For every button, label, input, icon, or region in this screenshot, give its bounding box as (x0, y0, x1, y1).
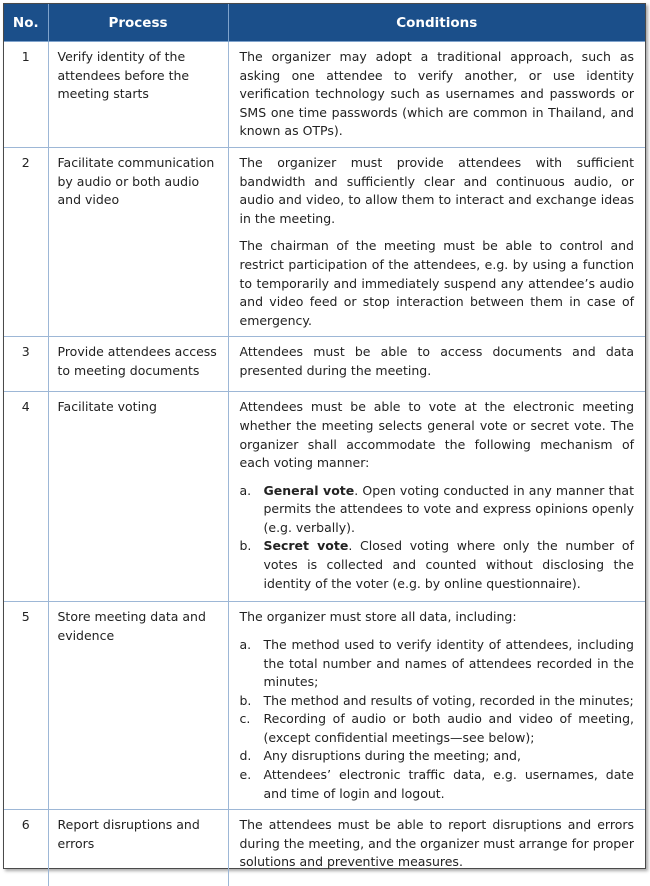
list-item-text: The method used to verify identity of attendees, including the total number and names of attendees recorded in the minutes; (263, 636, 634, 690)
condition-paragraph: The attendees must be able to report disruptions and errors during the meeting, and the organizer must arrange for proper solutions and preventive measures. (239, 817, 634, 870)
process-conditions-table (4, 4, 645, 886)
table-row (4, 42, 645, 148)
list-item-body: . Closed voting where only the number of votes is collected and counted without disclosing the identity of the voter (e.g. by online questionnaire). (263, 538, 634, 591)
list-item-text: The method and results of voting, recorded in the minutes; (263, 692, 634, 708)
row-number: 2 (4, 147, 48, 336)
document-frame (3, 3, 646, 869)
row-number: 6 (4, 810, 48, 886)
list-marker: a. (239, 482, 252, 498)
list-marker: a. (239, 636, 252, 652)
process-cell: Report disruptions and errors (48, 810, 228, 886)
list-item-text (264, 482, 635, 538)
list-item-text: Recording of audio or both audio and video of meeting, (except confidential meetings—see below); (263, 711, 634, 745)
condition-paragraph: The organizer may adopt a traditional approach, such as asking one attendee to verify another, or use identity verification technology such as usernames and passwords or SMS one time passwords (which are common in Thailand, and known as OTPs). (239, 49, 634, 139)
process-cell: Store meeting data and evidence (48, 602, 228, 810)
list-item (240, 692, 635, 711)
list-marker: e. (239, 767, 252, 783)
process-cell: Verify identity of the attendees before the meeting starts (48, 42, 228, 148)
stored-data-list (240, 636, 635, 803)
conditions-cell (228, 42, 645, 148)
table-row (4, 810, 645, 886)
list-item-body: . Open voting conducted in any manner that permits the attendees to vote and express opinions openly (e.g. verbally). (263, 482, 634, 535)
row-number: 1 (4, 42, 48, 148)
header-conditions: Conditions (228, 4, 645, 42)
process-cell: Provide attendees access to meeting documents (48, 337, 228, 392)
table-row (4, 337, 645, 392)
condition-paragraph: Attendees must be able to access documents and data presented during the meeting. (239, 344, 634, 378)
list-item-text (264, 537, 635, 593)
list-item (240, 710, 635, 747)
table-header-row (4, 4, 645, 42)
list-item (240, 636, 635, 692)
process-cell: Facilitate communication by audio or both audio and video (48, 147, 228, 336)
conditions-cell (228, 602, 645, 810)
table-row (4, 147, 645, 336)
list-item (240, 766, 635, 803)
voting-mechanism-list (240, 482, 635, 594)
process-cell: Facilitate voting (48, 392, 228, 602)
row-number: 4 (4, 392, 48, 602)
list-item-term: General vote (263, 482, 355, 498)
condition-paragraph: Attendees must be able to vote at the electronic meeting whether the meeting selects general vote or secret vote. The organizer shall accommodate the following mechanism of each voting manner: (239, 399, 634, 471)
table-row (4, 392, 645, 602)
list-marker: b. (239, 538, 252, 554)
list-item-text: Any disruptions during the meeting; and, (263, 748, 521, 764)
conditions-cell (228, 337, 645, 392)
condition-paragraph: The chairman of the meeting must be able to control and restrict participation of the attendees, e.g. by using a function to temporarily and immediately suspend any attendee’s audio and video feed or stop interaction between them in case of emergency. (239, 238, 634, 328)
row-number: 3 (4, 337, 48, 392)
conditions-cell (228, 810, 645, 886)
condition-paragraph: The organizer must store all data, including: (239, 609, 517, 625)
header-process: Process (48, 4, 228, 42)
header-no: No. (4, 4, 48, 42)
condition-paragraph: The organizer must provide attendees with sufficient bandwidth and sufficiently clear and continuous audio, or audio and video, to allow them to interact and exchange ideas in the meeting. (239, 154, 634, 226)
list-item-text: Attendees’ electronic traffic data, e.g. usernames, date and time of login and logout. (263, 767, 634, 801)
list-item (240, 747, 635, 766)
list-item (240, 482, 635, 538)
conditions-cell (228, 392, 645, 602)
conditions-cell (228, 147, 645, 336)
row-number: 5 (4, 602, 48, 810)
list-marker: c. (239, 711, 251, 727)
table-row (4, 602, 645, 810)
list-marker: d. (239, 748, 252, 764)
list-item (240, 537, 635, 593)
list-marker: b. (239, 692, 252, 708)
list-item-term: Secret vote (263, 538, 349, 554)
